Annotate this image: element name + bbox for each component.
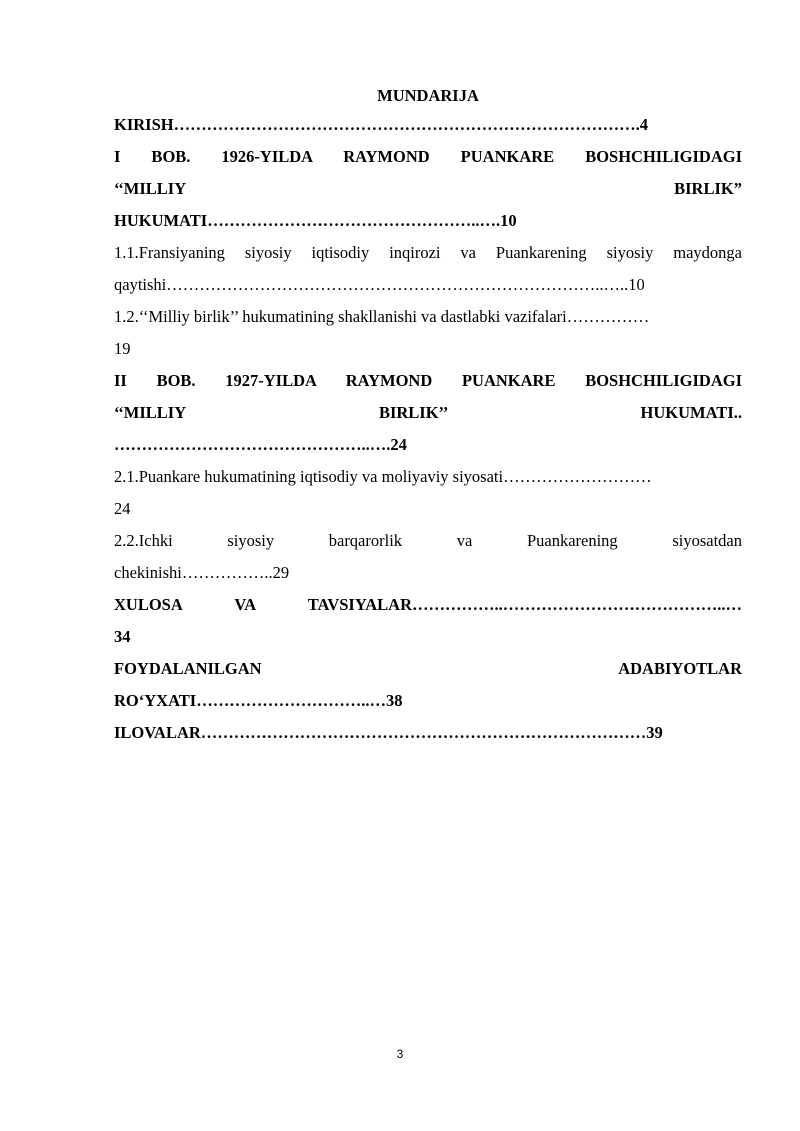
toc-line: RO‘YXATI…………………………..…38 — [114, 691, 403, 710]
toc-line: 2.2.Ichki siyosiy barqarorlik va Puankarening siyosatdan — [114, 531, 742, 550]
toc-line: 34 — [114, 627, 131, 646]
page-number: 3 — [396, 1047, 404, 1061]
toc-line: XULOSA VA TAVSIYALAR……………..…………………………………..… — [114, 595, 742, 614]
toc-line: qaytishi……………………………………………………………………..…..10 — [114, 275, 645, 294]
toc-line: ………………………………………..….24 — [114, 435, 407, 454]
toc-lines — [114, 109, 742, 749]
table-of-contents — [114, 82, 742, 749]
toc-line: II BOB. 1927-YILDA RAYMOND PUANKARE BOSHCHILIGIDAGI — [114, 371, 742, 390]
toc-line: ‘‘MILLIY BIRLIK’’ HUKUMATI.. — [114, 403, 742, 422]
toc-line: I BOB. 1926-YILDA RAYMOND PUANKARE BOSHCHILIGIDAGI — [114, 147, 742, 166]
toc-line: 1.1.Fransiyaning siyosiy iqtisodiy inqirozi va Puankarening siyosiy maydonga — [114, 243, 742, 262]
toc-line: 1.2.‘‘Milliy birlik’’ hukumatining shakllanishi va dastlabki vazifalari…………… — [114, 307, 650, 326]
toc-line: 24 — [114, 499, 131, 518]
toc-line: HUKUMATI…………………………………………..….10 — [114, 211, 517, 230]
toc-line: ‘‘MILLIY BIRLIK” — [114, 179, 742, 198]
toc-line: chekinishi……………..29 — [114, 563, 290, 582]
toc-line: 19 — [114, 339, 131, 358]
toc-line: ILOVALAR………………………………………………………………………39 — [114, 723, 663, 742]
toc-line: 2.1.Puankare hukumatining iqtisodiy va moliyaviy siyosati……………………… — [114, 467, 652, 486]
toc-line: KIRISH………………………………………………………………………….4 — [114, 115, 648, 134]
toc-line: FOYDALANILGAN ADABIYOTLAR — [114, 659, 742, 678]
page-title: MUNDARIJA — [377, 86, 479, 105]
